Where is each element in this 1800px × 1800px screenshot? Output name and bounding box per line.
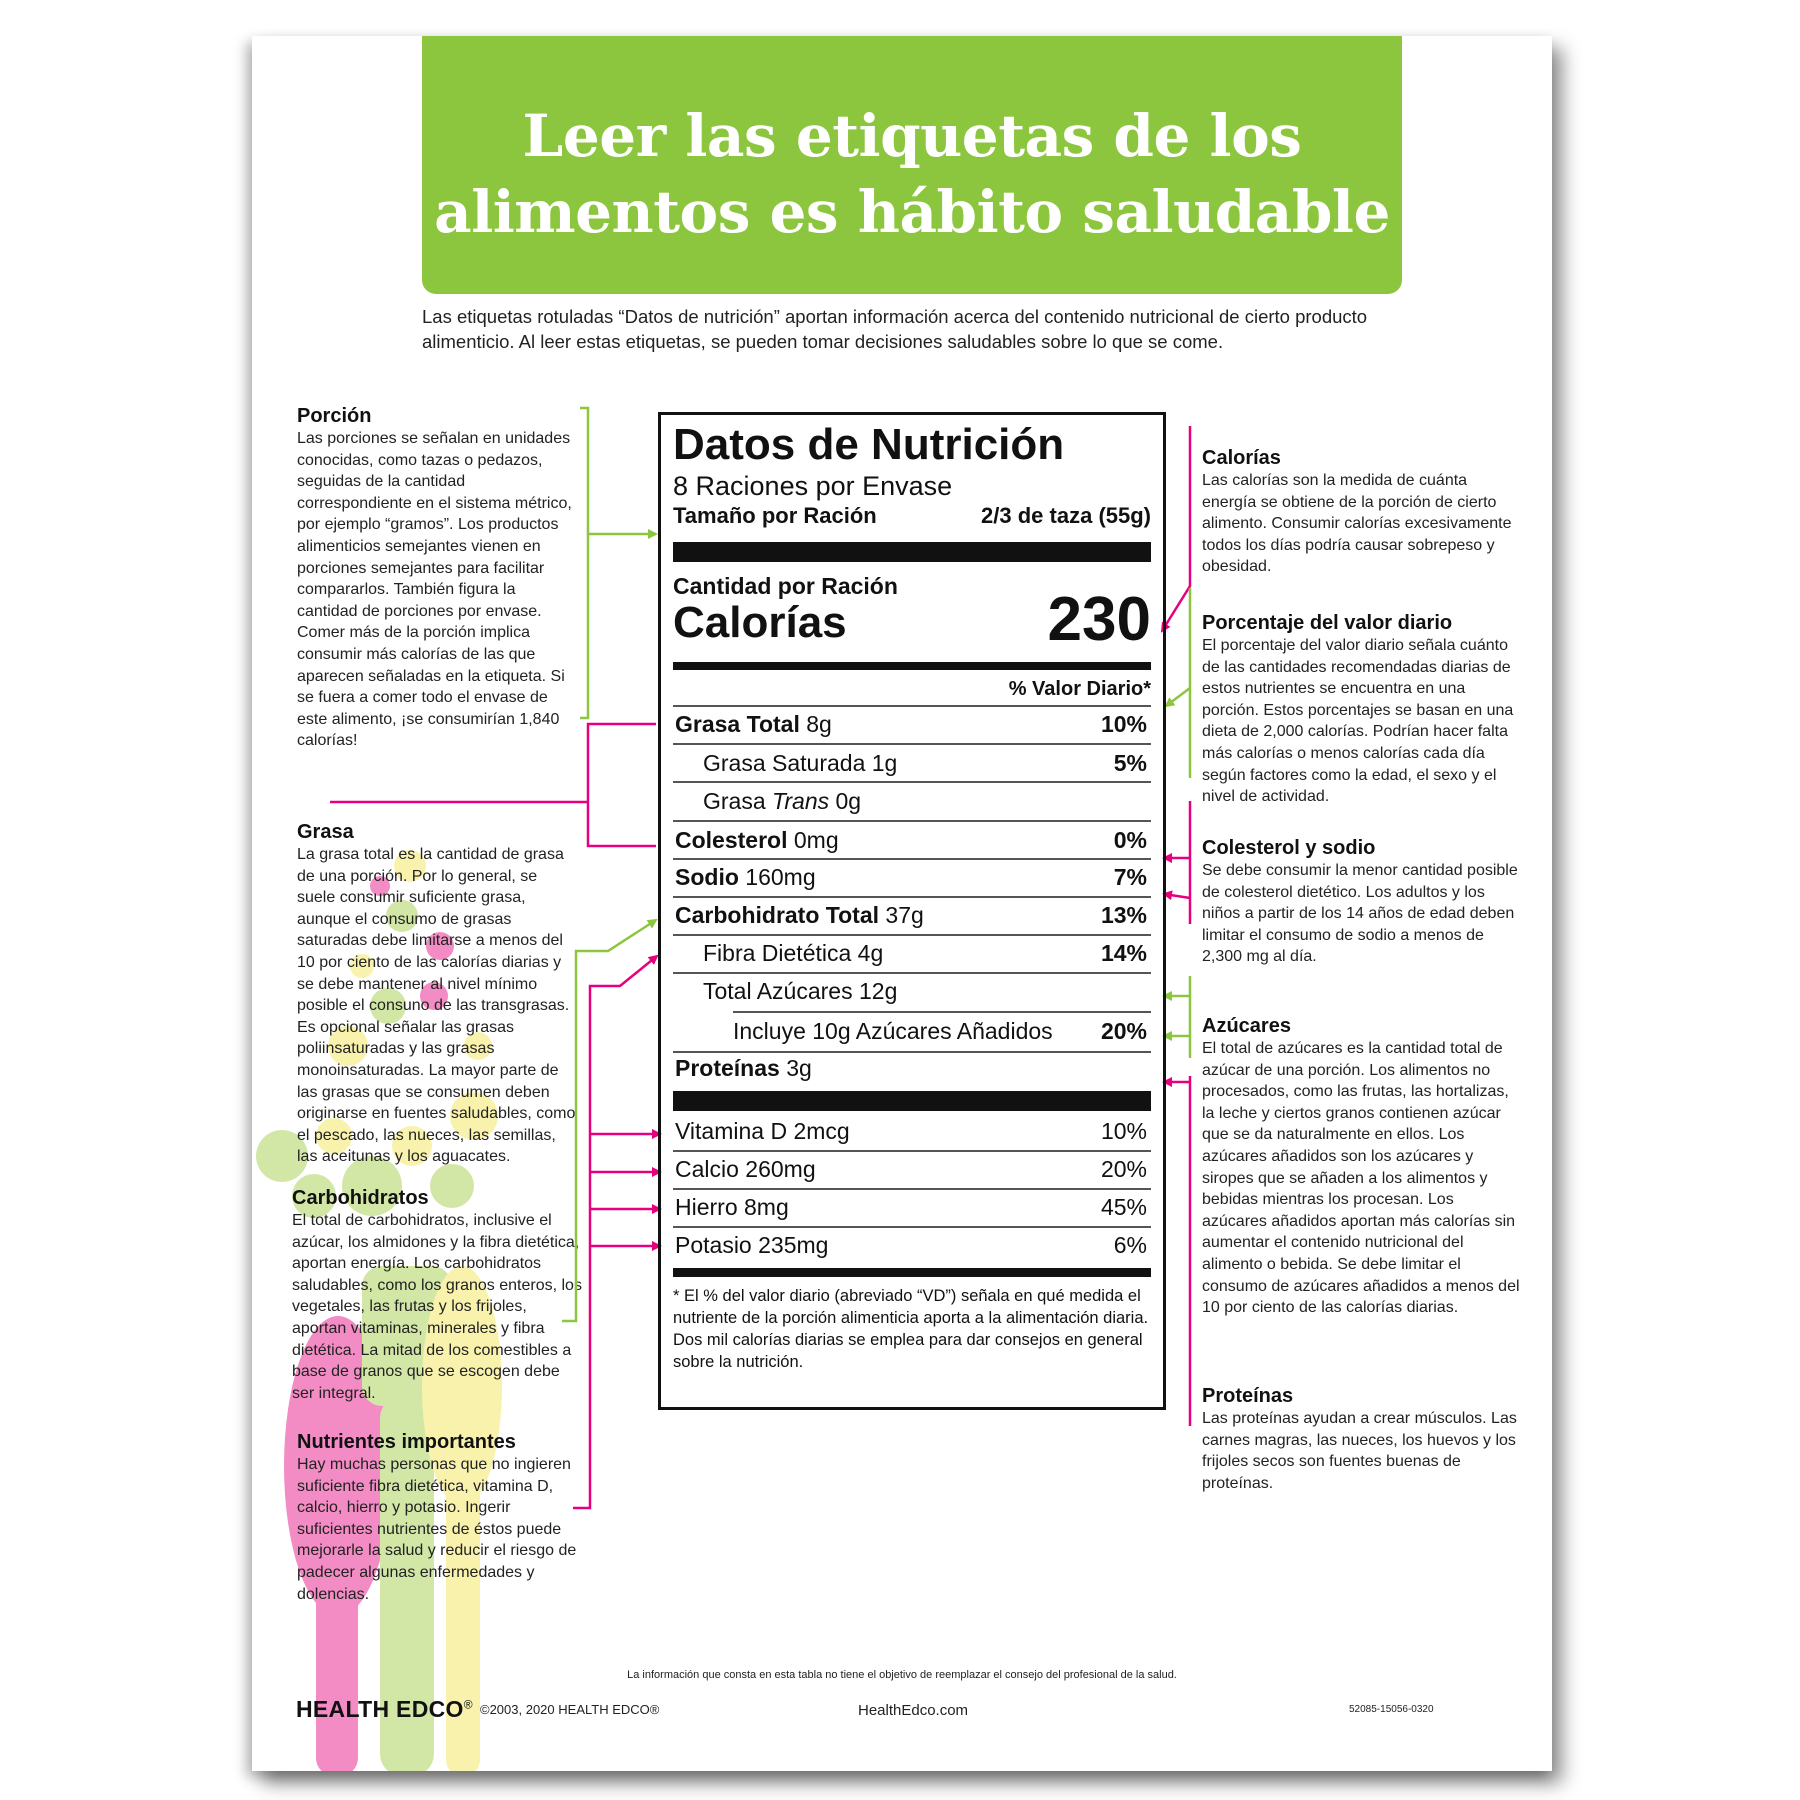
row-pct: 0% (1113, 827, 1147, 853)
row-name: Fibra Dietética (703, 940, 852, 966)
row-name: Sodio (675, 864, 739, 890)
colesterol-body: Se debe consumir la menor cantidad posible de colesterol dietético. Los adultos y los niños a partir de los 14 años de edad deben limitar el consumo de sodio a menos de 2,300 mg al día. (1202, 862, 1518, 966)
colesterol-heading: Colesterol y sodio (1202, 837, 1376, 859)
row-name: Total Azúcares (703, 978, 853, 1004)
row-grasa-saturada (703, 744, 1147, 782)
row-name: Vitamina D 2mcg (675, 1118, 850, 1144)
disclaimer: La información que consta en esta tabla no tiene el objetivo de reemplazar el consejo del profesional de la salud. (627, 1669, 1177, 1681)
nutrientes-body: Hay muchas personas que no ingieren suficiente fibra dietética, vitamina D, calcio, hierro y potasio. Ingerir suficientes nutrientes de éstos puede mejorarle la salud y reducir el riesgo de padecer algunas enfermedades y dolencias. (297, 1456, 577, 1603)
row-calcio (675, 1150, 1147, 1188)
label-servings: 8 Raciones por Envase (673, 471, 953, 501)
calorias-heading: Calorías (1202, 447, 1281, 469)
row-name-italic: Trans (772, 788, 830, 814)
row-colesterol (675, 821, 1147, 859)
row-amount: 160mg (745, 864, 816, 890)
row-name: Incluye 10g Azúcares Añadidos (733, 1018, 1053, 1044)
azucares-heading: Azúcares (1202, 1015, 1291, 1037)
label-thick-divider-2 (673, 1091, 1151, 1111)
row-name: Colesterol (675, 827, 788, 853)
row-pct: 45% (1100, 1194, 1147, 1220)
row-name: Carbohidrato Total (675, 902, 880, 928)
porcentaje-heading: Porcentaje del valor diario (1202, 612, 1453, 634)
row-sodio (675, 858, 1147, 896)
row-total-azucares (703, 972, 1147, 1010)
brand-name: HEALTH EDCO (296, 1696, 464, 1722)
row-name: Grasa (703, 788, 766, 814)
row-azucares-anadidos (733, 1012, 1147, 1050)
title-line-2: alimentos es hábito saludable (434, 178, 1390, 246)
row-pct: 6% (1113, 1232, 1147, 1258)
row-name: Hierro 8mg (675, 1194, 789, 1220)
row-pct: 14% (1100, 940, 1147, 966)
porcion-body: Las porciones se señalan en unidades conocidas, como tazas o pedazos, seguidas de la cantidad correspondiente en el sistema métrico, por ejemplo “gramos”. Los productos alimenticios semejantes vienen en porciones semejantes para facilitar compararlos. También figura la cantidad de porciones por envase. Comer más de la porción implica consumir más calorías de las que aparecen señaladas en la etiqueta. Si se fuera a comer todo el envase de este alimento, ¡se consumirían 1,840 calorías! (297, 430, 572, 750)
brand-logo (296, 1696, 473, 1723)
nutrition-facts-label (658, 412, 1166, 1410)
row-amount: 8g (806, 711, 832, 737)
row-fibra (703, 934, 1147, 972)
row-amount: 4g (857, 940, 884, 966)
label-medium-divider (673, 662, 1151, 670)
row-grasa-total (675, 705, 1147, 743)
website: HealthEdco.com (858, 1702, 969, 1719)
row-amount: 3g (786, 1055, 812, 1081)
serving-size-label: Tamaño por Ración (673, 503, 877, 528)
row-pct: 7% (1113, 864, 1147, 890)
row-pct: 10% (1100, 1118, 1147, 1144)
row-amount: 0g (835, 788, 862, 814)
calories-label: Calorías (673, 598, 847, 647)
label-footnote: * El % del valor diario (abreviado “VD”) señala en qué medida el nutriente de la porción alimenticia aporta a la alimentación diaria. Dos mil calorías diarias se emplea para dar consejos en general sobre la nutrición. (673, 1287, 1149, 1371)
carbohidratos-heading: Carbohidratos (292, 1187, 429, 1209)
row-grasa-trans (703, 782, 1147, 820)
row-name: Proteínas (675, 1055, 780, 1081)
azucares-body: El total de azúcares es la cantidad total de azúcar de una porción. Los alimentos no procesados, como las frutas, las hortalizas, la leche y ciertos granos contienen azúcar que se da naturalmente en ellos. Los azúcares añadidos son los azúcares y siropes que se añaden a los alimentos y bebidas mientras los procesan. Los azúcares añadidos aportan más calorías sin aumentar el contenido nutricional del alimento o bebida. Se debe limitar el consumo de azúcares añadidos a menos del 10 por ciento de las calorías diarias. (1202, 1040, 1520, 1317)
grasa-heading: Grasa (297, 821, 354, 843)
intro-text: Las etiquetas rotuladas “Datos de nutrición” aportan información acerca del contenido nutricional de cierto producto alimenticio. Al leer estas etiquetas, se pueden tomar decisiones saludables sobre lo que se come. (422, 306, 1368, 352)
brand-mark: ® (463, 1697, 473, 1712)
serving-size-value: 2/3 de taza (55g) (981, 503, 1151, 528)
daily-value-header: % Valor Diario* (1008, 678, 1151, 700)
proteinas-heading: Proteínas (1202, 1385, 1294, 1407)
row-pct: 5% (1113, 750, 1147, 776)
row-pct: 20% (1100, 1018, 1147, 1044)
row-name: Calcio 260mg (675, 1156, 816, 1182)
porcion-heading: Porción (297, 405, 372, 427)
row-name: Grasa Total (675, 711, 800, 737)
row-pct: 13% (1100, 902, 1147, 928)
row-amount: 12g (858, 978, 898, 1004)
calories-value: 230 (1047, 585, 1151, 654)
label-title: Datos de Nutrición (673, 420, 1065, 469)
porcentaje-body: El porcentaje del valor diario señala cuánto de las cantidades recomendadas diarias de estos nutrientes se encuentra en una porción. Estos porcentajes se basan en una dieta de 2,000 calorías. Podrían hacer falta más calorías o menos calorías cada día según factores como la edad, el sexo y el nivel de actividad. (1202, 637, 1514, 806)
row-amount: 37g (885, 902, 924, 928)
row-proteinas (675, 1049, 1147, 1087)
nutrientes-heading: Nutrientes importantes (297, 1431, 516, 1453)
row-pct: 20% (1100, 1156, 1147, 1182)
grasa-body: La grasa total es la cantidad de grasa de una porción. Por lo general, se suele consumir suficiente grasa, aunque el consumo de grasas saturadas debe limitarse a menos del 10 por ciento de las calorías diarias y se debe mantener al nivel mínimo posible el consuno de las transgrasas. Es opcional señalar las grasas poliinsaturadas y las grasas monoinsaturadas. La mayor parte de las grasas que se consumen deben originarse en fuentes saludables, como el pescado, las nueces, las semillas, las aceitunas y los aguacates. (297, 846, 576, 1166)
copyright: ©2003, 2020 HEALTH EDCO® (480, 1702, 660, 1717)
row-hierro (675, 1188, 1147, 1226)
label-thick-divider (673, 542, 1151, 562)
label-medium-divider-2 (673, 1268, 1151, 1277)
serving-size-row (673, 501, 1151, 531)
row-name: Grasa Saturada (703, 750, 866, 776)
poster (252, 36, 1552, 1771)
row-carbohidrato-total (675, 896, 1147, 934)
row-name: Potasio 235mg (675, 1232, 829, 1258)
row-vitamina-d (675, 1112, 1147, 1150)
calorias-body: Las calorías son la medida de cuánta energía se obtiene de la porción de cierto alimento. Consumir calorías excesivamente todos los días podría causar sobrepeso y obesidad. (1202, 472, 1512, 576)
row-amount: 0mg (793, 827, 839, 853)
proteinas-body: Las proteínas ayudan a crear músculos. Las carnes magras, las nueces, los huevos y los frijoles secos son fuentes buenas de proteínas. (1202, 1410, 1517, 1492)
product-code: 52085-15056-0320 (1349, 1704, 1434, 1715)
title-line-1: Leer las etiquetas de los (522, 102, 1302, 170)
carbohidratos-body: El total de carbohidratos, inclusive el azúcar, los almidones y la fibra dietética, aportan energía. Los carbohidratos saludables, como los granos enteros, los vegetales, las frutas y los frijoles, aportan vitaminas, minerales y fibra dietética. La mitad de los comestibles a base de granos que se escogen debe ser integral. (292, 1212, 582, 1402)
amount-per-serving: Cantidad por Ración (673, 573, 898, 599)
row-potasio (675, 1226, 1147, 1264)
row-amount: 1g (871, 750, 898, 776)
row-pct: 10% (1100, 711, 1147, 737)
